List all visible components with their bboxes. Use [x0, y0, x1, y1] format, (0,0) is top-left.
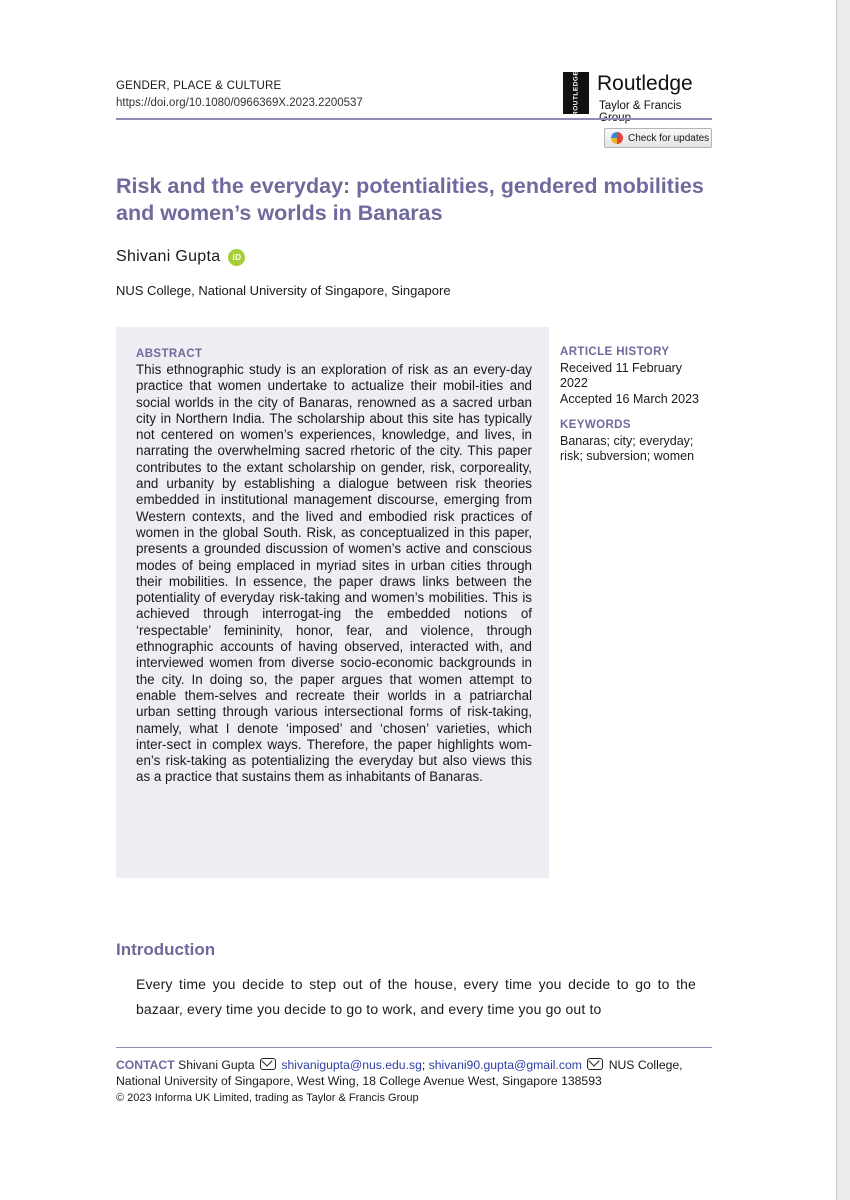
keywords-list: Banaras; city; everyday; risk; subversion; women [560, 433, 695, 463]
accepted-date: Accepted 16 March 2023 [560, 391, 699, 406]
article-history [560, 345, 720, 407]
check-for-updates-button[interactable] [604, 128, 712, 148]
introduction-text: Every time you decide to step out of the house, every time you decide to go to the bazaar, every time you decide to go to work, and every time you go out to [136, 976, 696, 1017]
contact-label: CONTACT [116, 1058, 175, 1072]
abstract-text: This ethnographic study is an exploration of risk as an every-day practice that women undertake to actualize their mobil-ities and social worlds in the city of Banaras, renowned as a sacred urban city in Northern India. The scholarship about this site has typically not centered on women’s experiences, knowledge, and lives, in narrating the overwhelming sacred rhetoric of the city. This paper contributes to the extant scholarship on gender, risk, corporeality, and urbanity by establishing a dialogue between risk theories embedded in institutional management discourse, emerging from Western contexts, and the lived and embodied risk practices of women in the global South. Risk, as conceptualized in this paper, presents a grounded discussion of women’s active and conscious modes of being emplaced in myriad sites in urban cities through their mobilities. In essence, the paper draws links between the potentiality of everyday risk-taking and women’s mobilities. This is achieved through interrogat-ing the embedded notions of ‘respectable’ femininity, honor, fear, and violence, through ethnographic accounts of having observed, interacted with, and interviewed women from diverse socio-economic backgrounds in the city. In doing so, the paper argues that women attempt to enable them-selves and recreate their worlds in a patriarchal urban setting through various intersectional forms of risk-taking, namely, what I denote ‘imposed’ and ‘chosen’ varieties, which inter-sect in complex ways. Therefore, the paper highlights wom-en’s risk-taking as potentializing the everyday but also views this as a practice that sustains them as inhabitants of Banaras. [136, 362, 532, 785]
contact-email-primary[interactable]: shivanigupta@nus.edu.sg [281, 1058, 422, 1072]
article-history-heading: ARTICLE HISTORY [560, 346, 670, 358]
publisher-subtitle: Taylor & Francis [599, 100, 682, 112]
abstract-heading: ABSTRACT [136, 348, 203, 360]
publisher-name: Routledge [597, 72, 693, 95]
received-date: Received 11 February 2022 [560, 360, 683, 390]
contact-email-secondary[interactable]: shivani90.gupta@gmail.com [428, 1058, 582, 1072]
copyright-notice: © 2023 Informa UK Limited, trading as Taylor & Francis Group [116, 1092, 419, 1104]
introduction-heading: Introduction [116, 940, 216, 959]
email-icon [260, 1058, 276, 1070]
keywords-section [560, 418, 720, 465]
publisher-logo [563, 72, 713, 116]
article-title: Risk and the everyday: potentialities, gendered mobilities and women’s worlds in Banaras [116, 174, 704, 225]
contact-address: NUS College, National University of Singapore, West Wing, 18 College Avenue West, Singapore 138593 [116, 1058, 683, 1088]
header-divider [116, 118, 712, 120]
journal-name: GENDER, PLACE & CULTURE [116, 80, 282, 92]
address-icon [587, 1058, 603, 1070]
author-affiliation: NUS College, National University of Singapore, Singapore [116, 283, 451, 298]
footer-divider [116, 1047, 712, 1048]
contact-name: Shivani Gupta [178, 1058, 255, 1072]
email-separator: ; [421, 1058, 426, 1072]
routledge-logo-mark: ROUTLEDGE [563, 72, 589, 114]
author-name: Shivani Gupta [116, 248, 221, 265]
check-for-updates-label: Check for updates [628, 132, 710, 144]
author-line [116, 248, 245, 266]
contact-info [116, 1058, 716, 1089]
crossmark-icon [611, 132, 623, 144]
doi-link[interactable]: https://doi.org/10.1080/0966369X.2023.2200537 [116, 97, 363, 109]
orcid-icon[interactable]: iD [228, 249, 245, 266]
keywords-heading: KEYWORDS [560, 419, 631, 431]
